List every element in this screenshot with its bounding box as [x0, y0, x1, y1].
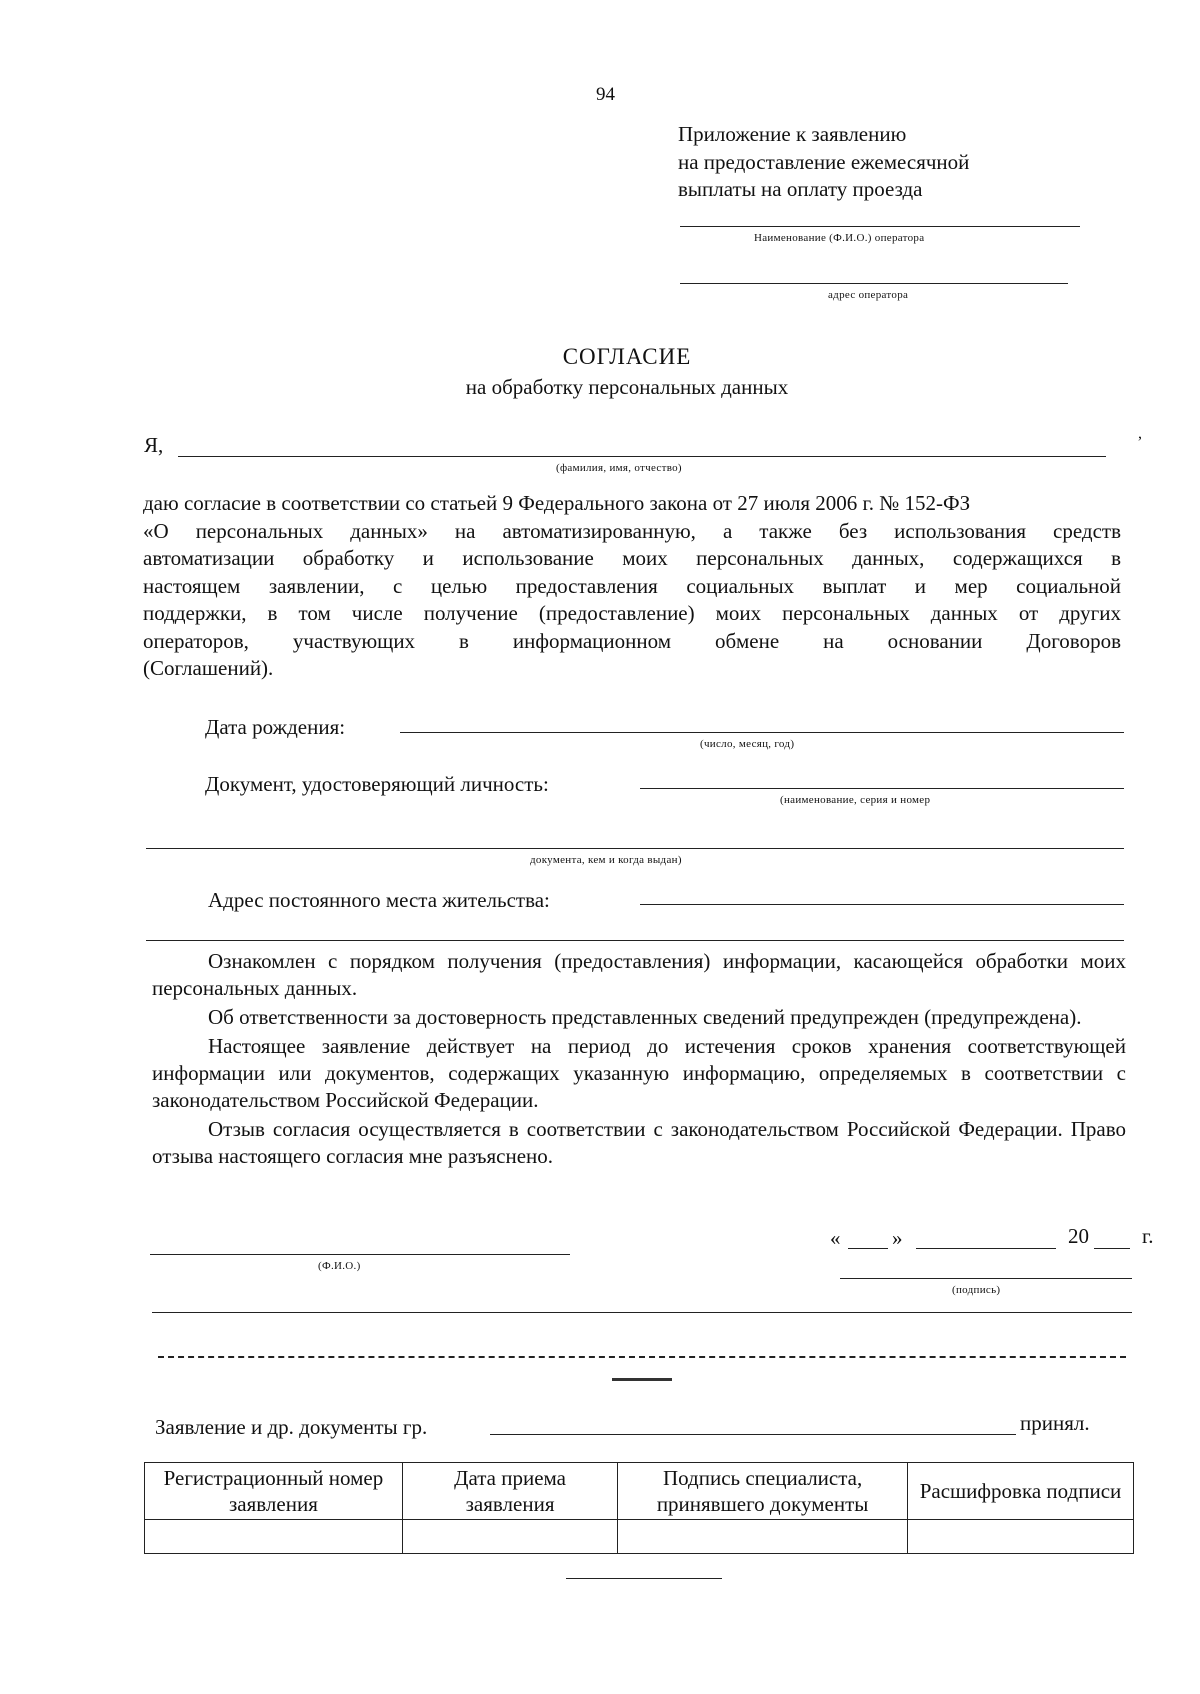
cell-signature-decoding[interactable] — [907, 1520, 1133, 1554]
header-specialist-signature: Подпись специалиста, принявшего документы — [618, 1463, 908, 1520]
signature-caption: (подпись) — [952, 1284, 1001, 1296]
address-line-2[interactable] — [146, 940, 1124, 941]
cell-receipt-date[interactable] — [402, 1520, 617, 1554]
consent-line-2: «О персональных данных» на автоматизированную, а также без использования средств — [143, 518, 1121, 543]
document-subtitle: на обработку персональных данных — [465, 375, 789, 399]
signature-line[interactable] — [840, 1278, 1132, 1279]
fio-signature-line[interactable] — [150, 1254, 570, 1255]
address-line[interactable] — [640, 904, 1124, 905]
applicant-name-line[interactable] — [178, 456, 1106, 457]
birth-date-line[interactable] — [400, 732, 1124, 733]
consent-line-7: (Соглашений). — [143, 656, 274, 680]
operator-name-line[interactable] — [680, 226, 1080, 227]
id-doc-caption: (наименование, серия и номер — [780, 794, 931, 806]
footer-line — [566, 1578, 722, 1579]
date-year-prefix: 20 — [1068, 1224, 1089, 1248]
receipt-name-line[interactable] — [490, 1434, 1016, 1435]
cell-reg-number[interactable] — [145, 1520, 403, 1554]
id-doc-line-2[interactable] — [146, 848, 1124, 849]
date-day-line[interactable] — [848, 1248, 888, 1249]
applicant-suffix: , — [1138, 425, 1142, 442]
paragraph-revocation: Отзыв согласия осуществляется в соответствии с законодательством Российской Федерации. Право отзыва настоящего согласия мне разъяснено. — [152, 1117, 1126, 1168]
consent-line-6: операторов, участвующих в информационном обмене на основании Договоров — [143, 628, 1121, 653]
cell-specialist-signature[interactable] — [618, 1520, 908, 1554]
operator-name-caption: Наименование (Ф.И.О.) оператора — [754, 232, 925, 244]
table-row — [145, 1520, 1134, 1554]
consent-line-4: настоящем заявлении, с целью предоставления социальных выплат и мер социальной — [143, 573, 1121, 598]
fio-caption: (Ф.И.О.) — [318, 1260, 361, 1272]
operator-address-line[interactable] — [680, 283, 1068, 284]
birth-date-label: Дата рождения: — [205, 715, 346, 739]
id-doc-label: Документ, удостоверяющий личность: — [205, 772, 549, 796]
id-doc-caption-2: документа, кем и когда выдан) — [530, 854, 682, 866]
appendix-line-3: выплаты на оплату проезда — [678, 177, 923, 201]
applicant-name-caption: (фамилия, имя, отчество) — [556, 462, 682, 474]
full-width-line — [152, 1312, 1132, 1313]
consent-line-5: поддержки, в том числе получение (предоставление) моих персональных данных от других — [143, 601, 1121, 625]
consent-line-3: автоматизации обработку и использование моих персональных данных, содержащихся в — [143, 546, 1121, 570]
date-month-line[interactable] — [916, 1248, 1056, 1249]
cut-line — [158, 1356, 1126, 1358]
birth-date-caption: (число, месяц, год) — [700, 738, 795, 750]
table-header-row — [145, 1463, 1134, 1520]
date-year-suffix: г. — [1142, 1224, 1154, 1248]
date-year-line[interactable] — [1094, 1248, 1130, 1249]
applicant-prefix: Я, — [144, 433, 164, 457]
cut-line-mark — [612, 1378, 672, 1381]
acknowledgement-section — [152, 948, 1126, 1170]
paragraph-acquainted: Ознакомлен с порядком получения (предоставления) информации, касающейся обработки моих персональных данных. — [152, 949, 1126, 1000]
header-receipt-date: Дата приема заявления — [402, 1463, 617, 1520]
consent-line-1: даю согласие в соответствии со статьей 9 Федерального закона от 27 июля 2006 г. № 152-ФЗ — [143, 491, 971, 515]
appendix-line-1: Приложение к заявлению — [678, 122, 907, 146]
paragraph-responsibility: Об ответственности за достоверность представленных сведений предупрежден (предупреждена). — [208, 1005, 1082, 1029]
consent-text — [143, 490, 1121, 683]
header-reg-number: Регистрационный номер заявления — [145, 1463, 403, 1520]
receipt-accepted: принял. — [1020, 1411, 1090, 1435]
registration-table — [144, 1462, 1134, 1554]
operator-address-caption: адрес оператора — [828, 289, 909, 301]
paragraph-validity: Настоящее заявление действует на период до истечения сроков хранения соответствующей информации или документов, содержащих указанную информацию, определяемых в соответствии с законодательством Российской Федерации. — [152, 1034, 1126, 1112]
document-title: СОГЛАСИЕ — [562, 344, 692, 369]
id-doc-line[interactable] — [640, 788, 1124, 789]
date-quote-close: » — [892, 1226, 903, 1250]
receipt-label: Заявление и др. документы гр. — [155, 1415, 428, 1439]
address-label: Адрес постоянного места жительства: — [208, 888, 550, 912]
page-number: 94 — [596, 84, 615, 105]
appendix-line-2: на предоставление ежемесячной — [678, 150, 970, 174]
date-quote-open: « — [830, 1226, 841, 1250]
header-signature-decoding: Расшифровка подписи — [907, 1463, 1133, 1520]
